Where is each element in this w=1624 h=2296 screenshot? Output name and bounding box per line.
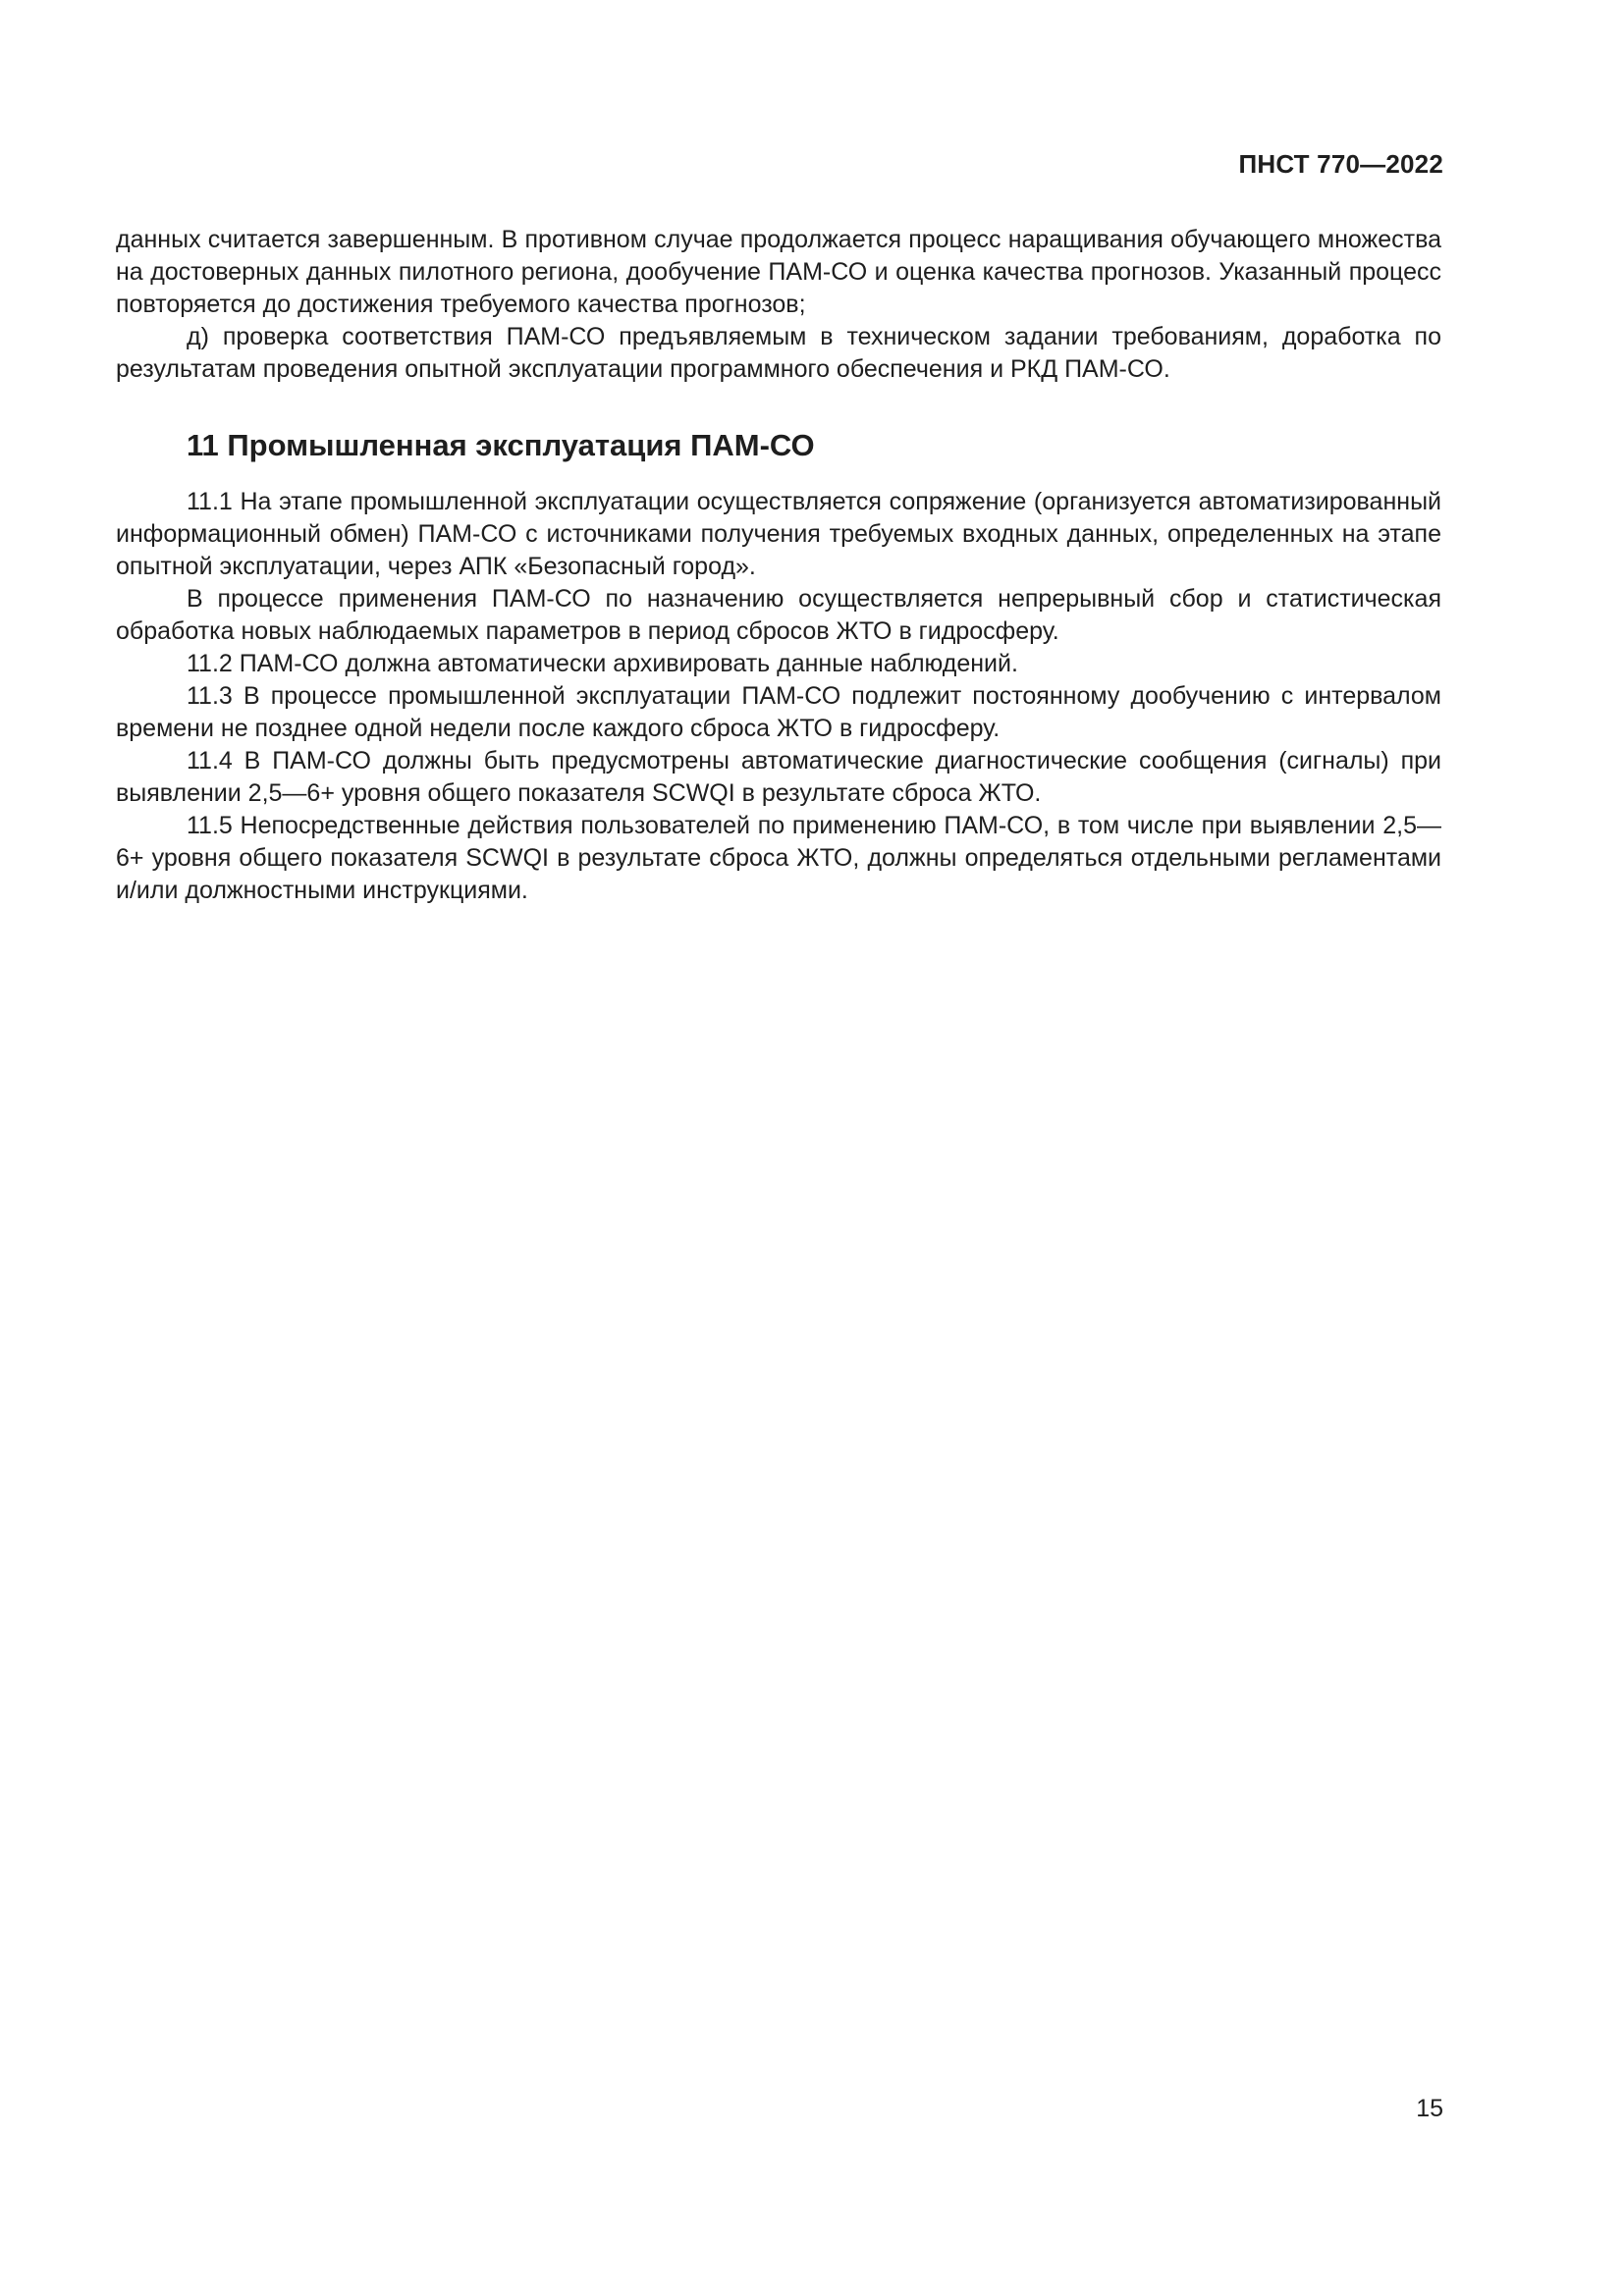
paragraph-11-4: 11.4 В ПАМ-СО должны быть предусмотрены автоматические диагностические сообщения (сигналы) при выявлении 2,5—6+ уровня общего показателя SCWQI в результате сброса ЖТО. <box>116 747 1441 807</box>
document-body <box>116 224 1441 907</box>
page-number: 15 <box>1416 2095 1443 2122</box>
paragraph-continuation: данных считается завершенным. В противном случае продолжается процесс наращивания обучающего множества на достоверных данных пилотного региона, дообучение ПАМ-СО и оценка качества прогнозов. Указанный процесс повторяется до достижения требуемого качества прогнозов; <box>116 226 1441 318</box>
document-code: ПНСТ 770—2022 <box>1238 149 1443 179</box>
section-heading: 11 Промышленная эксплуатация ПАМ-СО <box>187 428 815 462</box>
paragraph-11-1: 11.1 На этапе промышленной эксплуатации осуществляется сопряжение (организуется автоматизированный информационный обмен) ПАМ-СО с источниками получения требуемых входных данных, определенных на этапе опытной эксплуатации, через АПК «Безопасный город». <box>116 488 1441 580</box>
paragraph-list-item-d: д) проверка соответствия ПАМ-СО предъявляемым в техническом задании требованиям, доработка по результатам проведения опытной эксплуатации программного обеспечения и РКД ПАМ-СО. <box>116 323 1441 383</box>
paragraph-11-3: 11.3 В процессе промышленной эксплуатации ПАМ-СО подлежит постоянному дообучению с интервалом времени не позднее одной недели после каждого сброса ЖТО в гидросферу. <box>116 682 1441 742</box>
paragraph-11-5: 11.5 Непосредственные действия пользователей по применению ПАМ-СО, в том числе при выявлении 2,5—6+ уровня общего показателя SCWQI в результате сброса ЖТО, должны определяться отдельными регламентами и/или должностными инструкциями. <box>116 812 1441 904</box>
paragraph-11-2: 11.2 ПАМ-СО должна автоматически архивировать данные наблюдений. <box>187 650 1018 677</box>
paragraph-11-1-continued: В процессе применения ПАМ-СО по назначению осуществляется непрерывный сбор и статистическая обработка новых наблюдаемых параметров в период сбросов ЖТО в гидросферу. <box>116 585 1441 645</box>
